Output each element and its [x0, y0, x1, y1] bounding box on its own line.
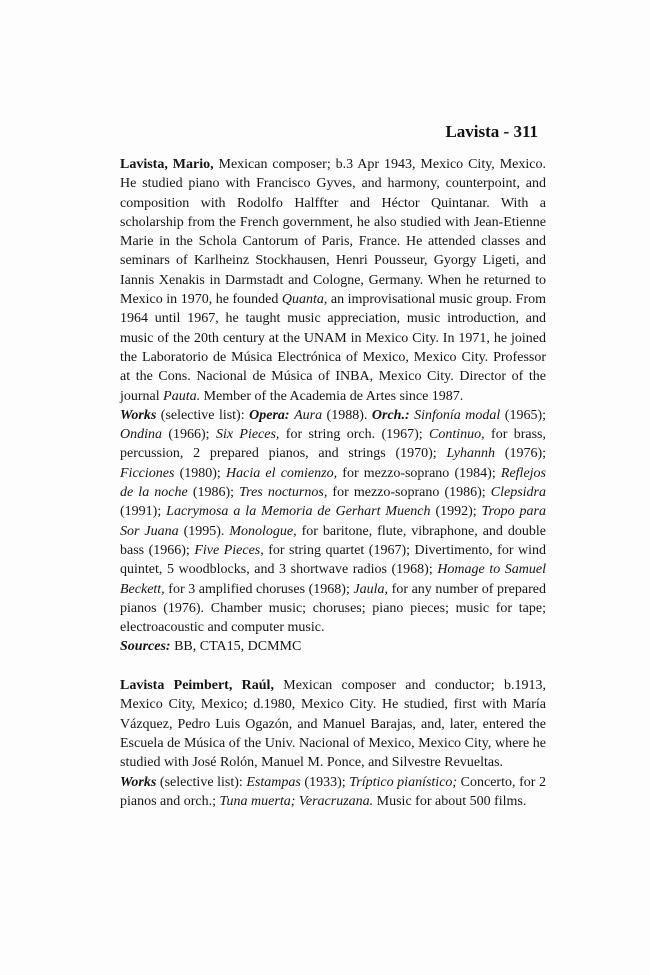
- genre-label: Opera:: [249, 407, 290, 423]
- work-detail: Music for about 500 films.: [373, 793, 527, 809]
- bio-text: Member of the Academia de Artes since 1987.: [200, 388, 464, 404]
- headword: Lavista Peimbert, Raúl,: [120, 678, 274, 694]
- work-detail: Concerto, for 2 pianos and orch.;: [120, 774, 546, 809]
- work-title: Ficciones: [120, 465, 175, 481]
- work-title: Jaula,: [353, 581, 389, 597]
- work-detail: (1976);: [495, 446, 546, 462]
- entry-mario-lavista: [120, 155, 546, 657]
- work-detail: (1992);: [430, 504, 482, 520]
- entry-raul-lavista-peimbert: [120, 676, 546, 811]
- works-label: Works: [120, 774, 157, 790]
- work-title: Homage to Samuel Beckett,: [120, 562, 546, 597]
- work-title: Ondina: [120, 427, 162, 443]
- sources-label: Sources:: [120, 639, 171, 655]
- work-title: Clepsidra: [490, 485, 546, 501]
- genre-label: Orch.:: [371, 407, 410, 423]
- work-detail: for mezzo-soprano (1984);: [337, 465, 501, 481]
- work-detail: (1988).: [322, 407, 372, 423]
- work-title: Estampas: [246, 774, 301, 790]
- work-detail: for 3 amplified choruses (1968);: [164, 581, 354, 597]
- work-title: Monologue,: [229, 523, 297, 539]
- headword: Lavista, Mario,: [120, 157, 214, 172]
- work-detail: for any number of prepared pianos (1976). Chamber music; choruses; piano pieces; music for tape; electroacoustic and computer music.: [120, 581, 546, 636]
- work-detail: for brass, percussion, 2 prepared pianos, and strings (1970);: [120, 427, 546, 462]
- work-detail: for string quartet (1967); Divertimento, for wind quintet, 5 woodblocks, and 3 shortwave radios (1968);: [120, 542, 546, 578]
- running-head: Lavista - 311: [445, 122, 538, 141]
- entry-biography: [120, 676, 546, 772]
- works-list: [120, 773, 546, 812]
- works-list: [120, 406, 546, 638]
- work-detail: (1966);: [162, 427, 216, 443]
- work-title: Tuna muerta; Veracruzana.: [219, 793, 374, 809]
- work-detail: for baritone, flute, vibraphone, and double bass (1966);: [120, 523, 546, 558]
- work-detail: (1986);: [187, 485, 240, 501]
- work-detail: for mezzo-soprano (1986);: [327, 485, 491, 501]
- work-detail: (1991);: [120, 504, 167, 520]
- sources-line: [120, 637, 546, 656]
- work-detail: (1995).: [178, 523, 230, 539]
- bio-text: Mexican composer and conductor; b.1913, Mexico City, Mexico; d.1980, Mexico City. He studied, first with María Vázquez, Pedro Luis Ogazón, and Manuel Barajas, and, later, entered the Escuela de Música of the Univ. Nacional of Mexico, Mexico City, where he studied with José Rolón, Manuel M. Ponce, and Silvestre Revueltas.: [120, 678, 546, 771]
- work-detail: for string orch. (1967);: [279, 427, 430, 443]
- work-detail: (1980);: [174, 465, 227, 481]
- bio-text: an improvisational music group. From 1964 until 1967, he taught music appreciation, music introduction, and music of the 20th century at the UNAM in Mexico City. In 1971, he joined the Laboratorio de Música Electrónica of Mexico, Mexico City. Professor at the Cons. Nacional de Música of INBA, Mexico City. Director of the journal: [120, 292, 547, 404]
- work-title: Tres nocturnos,: [239, 485, 328, 501]
- work-title: Six Pieces,: [215, 427, 280, 443]
- works-intro: (selective list):: [156, 774, 247, 790]
- work-title: Aura: [294, 407, 323, 423]
- sources-text: BB, CTA15, DCMMC: [170, 639, 302, 655]
- work-title: Sinfonía modal: [414, 407, 501, 423]
- journal-title: Pauta.: [163, 388, 201, 404]
- work-title: Reflejos de la noche: [120, 465, 547, 501]
- work-detail: (1965);: [500, 407, 547, 423]
- bio-text: Mexican composer; b.3 Apr 1943, Mexico City, Mexico. He studied piano with Francisco Gyves, and harmony, counterpoint, and composition with Rodolfo Halffter and Héctor Quintanar. With a scholarship from the French government, he also studied with Jean-Etienne Marie in the Schola Cantorum of Paris, France. He attended classes and seminars of Karlheinz Stockhausen, Henri Pousseur, Gyorgy Ligeti, and Iannis Xenakis in Darmstadt and Cologne, Germany. When he returned to Mexico in 1970, he founded: [120, 157, 546, 308]
- work-detail: (1933);: [300, 774, 350, 790]
- works-intro: (selective list):: [156, 407, 250, 423]
- work-title: Tríptico pianístico;: [349, 774, 458, 790]
- work-title: Lyhannh: [446, 446, 496, 462]
- work-title: Quanta,: [281, 292, 328, 308]
- work-title: Tropo para Sor Juana: [120, 504, 547, 539]
- works-label: Works: [120, 407, 157, 423]
- work-title: Continuo,: [429, 427, 485, 443]
- work-title: Five Pieces,: [194, 542, 264, 558]
- work-title: Hacia el comienzo,: [226, 465, 338, 481]
- dictionary-text: [120, 155, 546, 830]
- entry-biography: [120, 155, 546, 406]
- work-title: Lacrymosa a la Memoria de Gerhart Muench: [166, 504, 431, 520]
